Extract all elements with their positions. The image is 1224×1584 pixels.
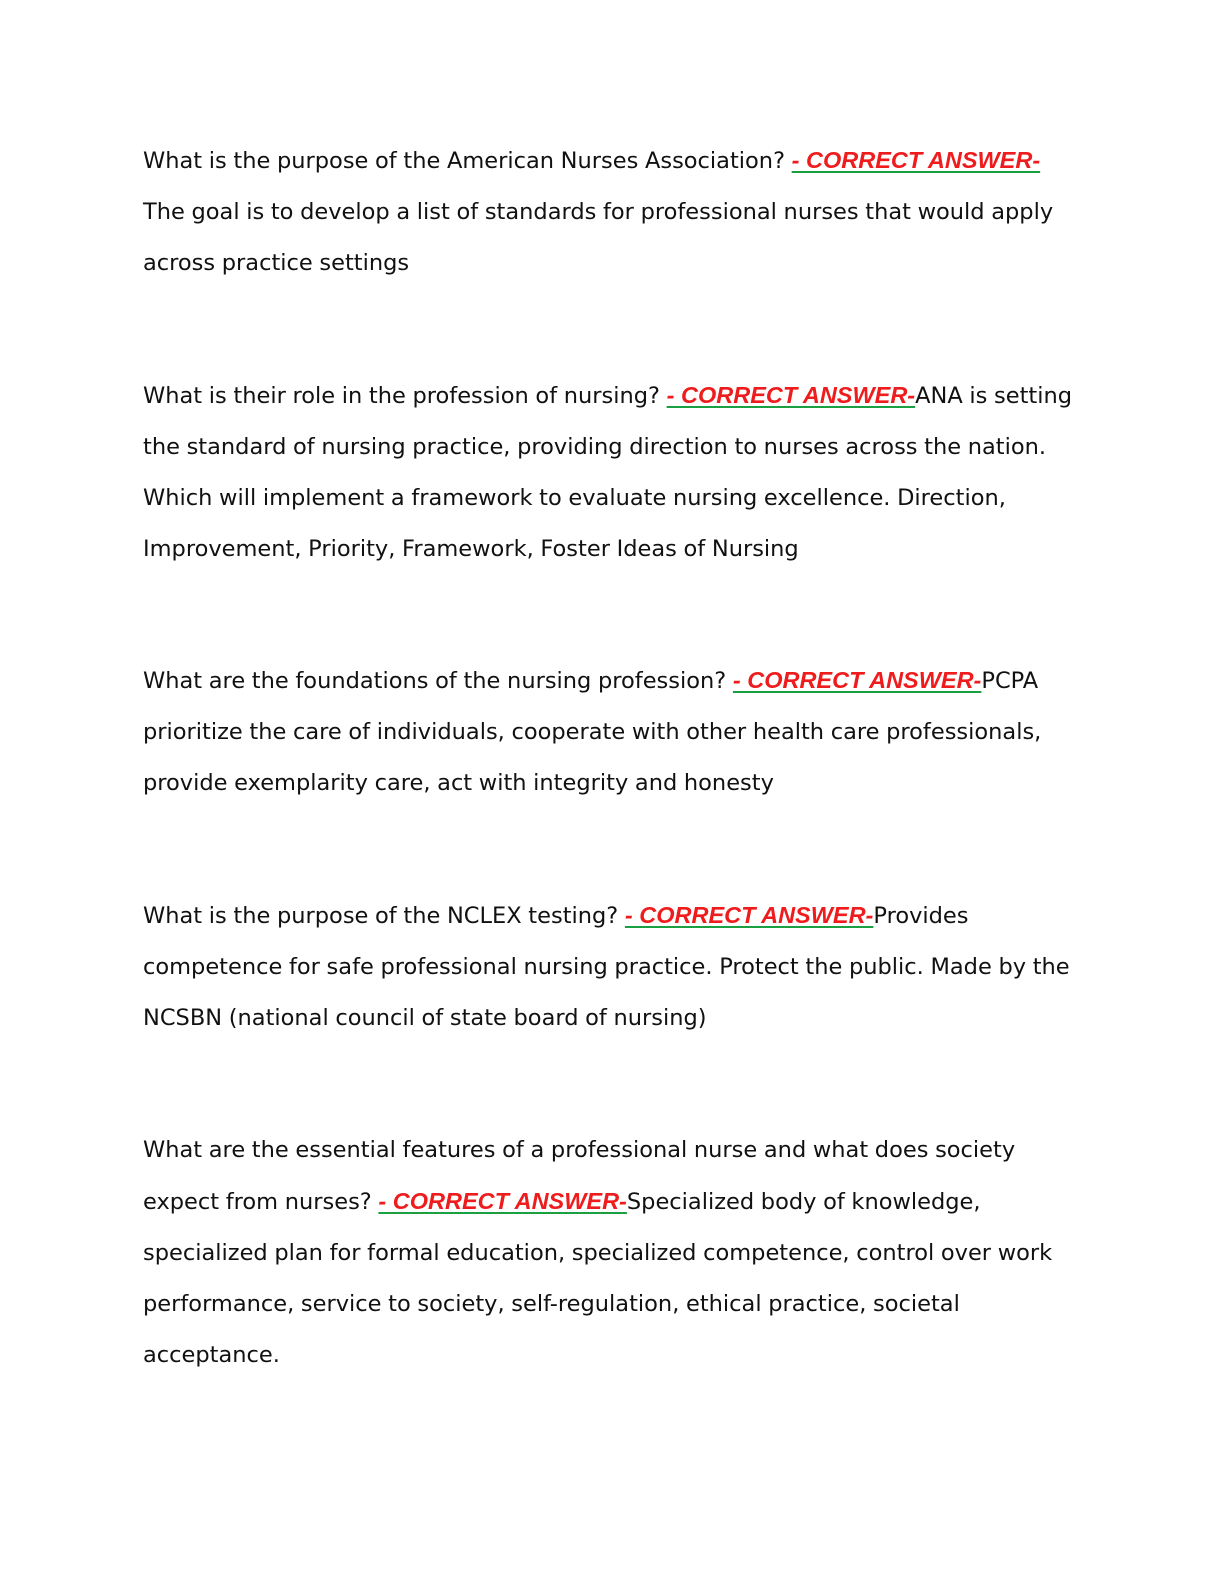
- answer-text: ANA is setting the standard of nursing practice, providing direction to nurses across the nation. Which will implement a framework to evaluate nursing excellence. Direction, Improvement, Priority, Framework, Foster Ideas of Nursing: [143, 383, 1073, 562]
- answer-text: Specialized body of knowledge, specialized plan for formal education, specialized competence, control over work performance, service to society, self-regulation, ethical practice, societal acceptance.: [143, 1189, 1053, 1368]
- answer-text: PCPA prioritize the care of individuals, cooperate with other health care professionals, provide exemplarity care, act with integrity and honesty: [143, 668, 1042, 796]
- question-text: What is the purpose of the American Nurses Association?: [143, 148, 792, 174]
- answer-text: Provides competence for safe professional nursing practice. Protect the public. Made by the NCSBN (national council of state board of nursing): [143, 903, 1070, 1031]
- answer-text: The goal is to develop a list of standards for professional nurses that would apply across practice settings: [143, 199, 1054, 276]
- qa-item: [143, 135, 1073, 289]
- correct-answer-marker: - CORRECT ANSWER-: [624, 902, 874, 928]
- question-text: What are the foundations of the nursing profession?: [143, 668, 733, 694]
- qa-item: [143, 370, 1073, 575]
- question-text: What is the purpose of the NCLEX testing?: [143, 903, 625, 929]
- correct-answer-marker: - CORRECT ANSWER-: [791, 147, 1041, 173]
- qa-item: [143, 655, 1073, 809]
- question-text: What are the essential features of a professional nurse and what does society expect from nurses?: [143, 1137, 1016, 1215]
- question-text: What is their role in the profession of nursing?: [143, 383, 667, 409]
- correct-answer-marker: - CORRECT ANSWER-: [666, 382, 916, 408]
- qa-item: [143, 1125, 1073, 1381]
- correct-answer-marker: - CORRECT ANSWER-: [378, 1188, 627, 1214]
- qa-item: [143, 890, 1073, 1044]
- correct-answer-marker: - CORRECT ANSWER-: [732, 667, 982, 693]
